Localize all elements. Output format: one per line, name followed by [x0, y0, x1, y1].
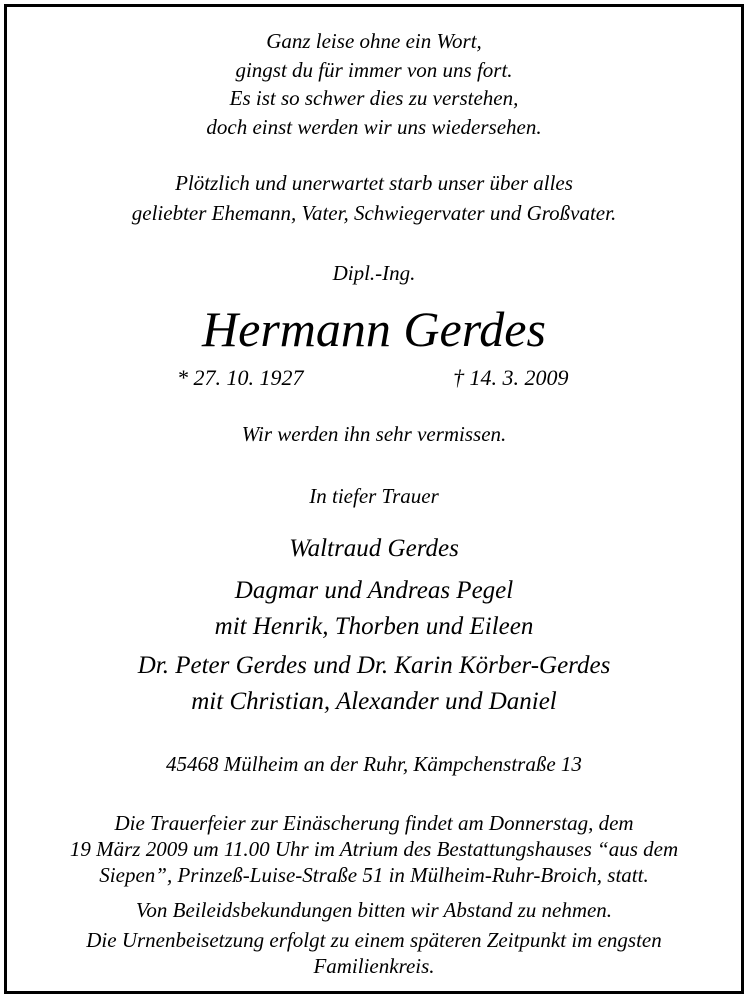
deceased-name: Hermann Gerdes [202, 301, 546, 357]
urn-burial-info [7, 927, 741, 979]
condolence-note: Von Beileidsbekundungen bitten wir Abstand zu nehmen. [135, 898, 613, 922]
urn-line: Familienkreis. [313, 954, 435, 978]
birth-date: * 27. 10. 1927 [177, 365, 304, 390]
poem-line: Es ist so schwer dies zu verstehen, [229, 86, 519, 110]
funeral-line: Die Trauerfeier zur Einäscherung findet am Donnerstag, dem [114, 811, 634, 835]
mourning-text: In tiefer Trauer [309, 484, 439, 508]
poem [7, 27, 741, 141]
academic-title: Dipl.-Ing. [332, 261, 416, 285]
family-son [7, 648, 741, 720]
mourner-children: mit Christian, Alexander und Daniel [191, 688, 557, 715]
death-announcement [7, 168, 741, 228]
mourner-name: Dr. Peter Gerdes und Dr. Karin Körber-Gerdes [137, 652, 611, 679]
urn-line: Die Urnenbeisetzung erfolgt zu einem späteren Zeitpunkt im engsten [86, 928, 662, 952]
mourner-children: mit Henrik, Thorben und Eileen [214, 613, 534, 640]
address: 45468 Mülheim an der Ruhr, Kämpchenstraße 13 [166, 752, 582, 776]
poem-line: Ganz leise ohne ein Wort, [266, 29, 482, 53]
poem-line: doch einst werden wir uns wiedersehen. [206, 114, 542, 139]
funeral-line: 19 März 2009 um 11.00 Uhr im Atrium des Bestattungshauses “aus dem [69, 837, 679, 861]
funeral-line: Siepen”, Prinzeß-Luise-Straße 51 in Mülheim-Ruhr-Broich, statt. [99, 863, 649, 887]
family-wife [7, 531, 741, 567]
miss-text: Wir werden ihn sehr vermissen. [241, 422, 507, 446]
death-date: † 14. 3. 2009 [453, 365, 569, 390]
family-daughter [7, 573, 741, 645]
funeral-info [7, 810, 741, 888]
announcement-line: Plötzlich und unerwartet starb unser über alles [175, 171, 573, 195]
mourner-name: Dagmar und Andreas Pegel [234, 577, 514, 604]
obituary-notice [4, 4, 744, 994]
poem-line: gingst du für immer von uns fort. [235, 57, 513, 82]
mourner-name: Waltraud Gerdes [289, 535, 459, 562]
announcement-line: geliebter Ehemann, Vater, Schwiegervater und Großvater. [131, 201, 617, 225]
